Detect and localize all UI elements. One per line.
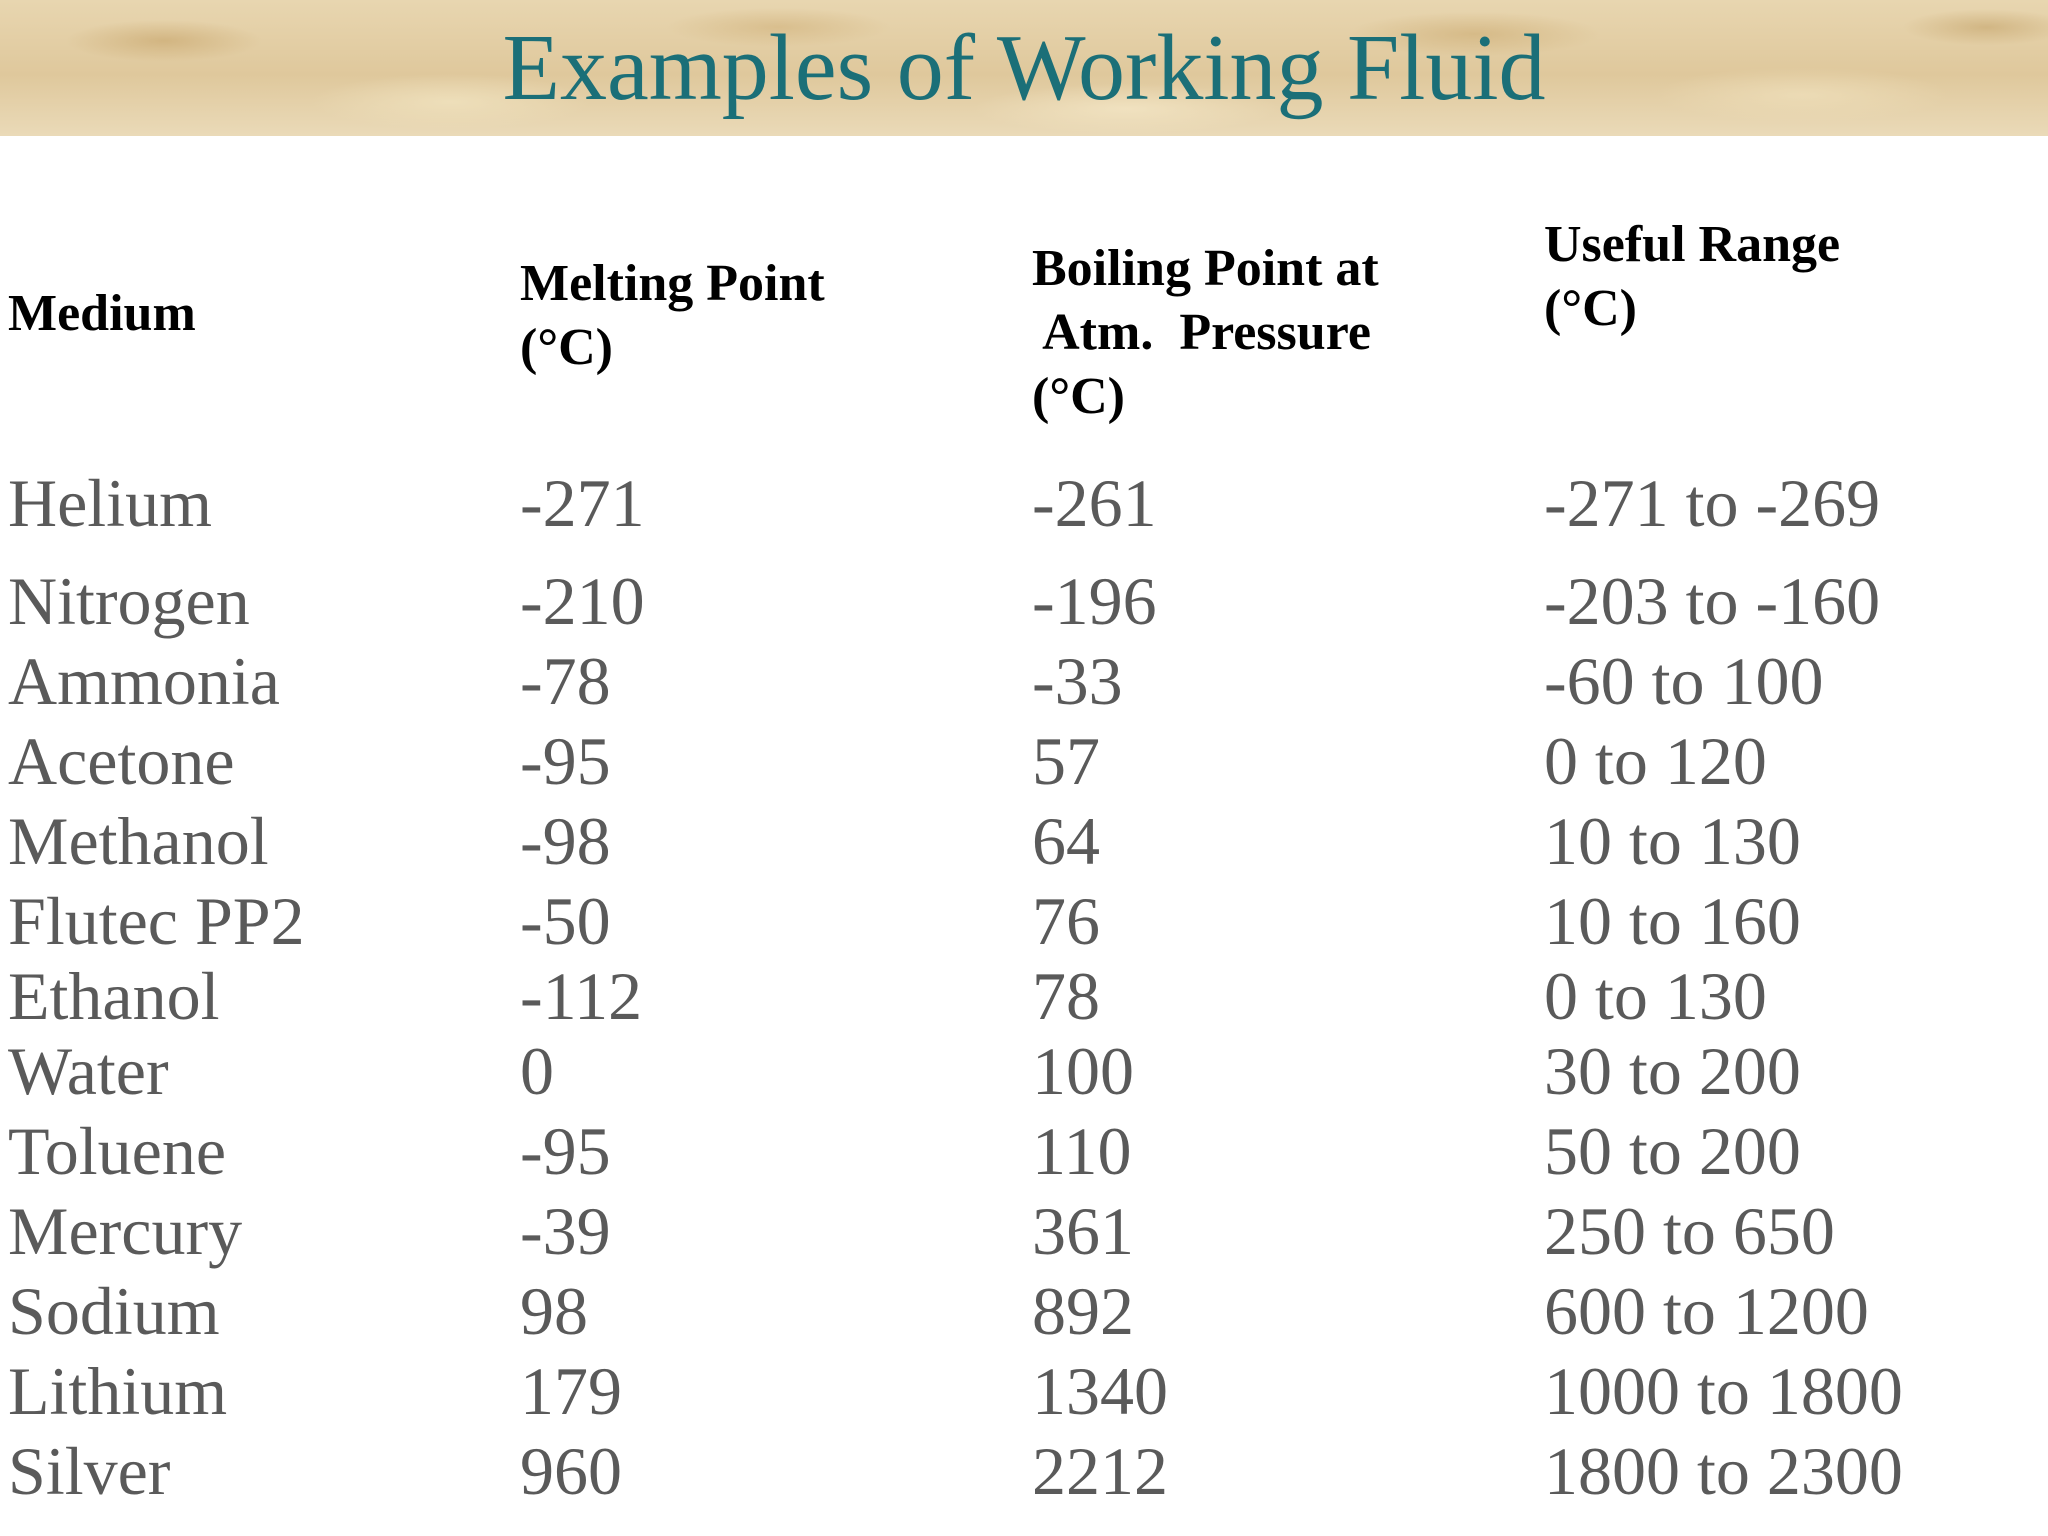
cell-useful-range: 600 to 1200 [1544, 1273, 1869, 1349]
cell-boiling-point: 100 [1032, 1033, 1134, 1109]
cell-boiling-point: 78 [1032, 958, 1100, 1034]
cell-melting-point: -39 [520, 1193, 611, 1269]
cell-boiling-point: -196 [1032, 563, 1157, 639]
cell-useful-range: -203 to -160 [1544, 563, 1881, 639]
cell-melting-point: 179 [520, 1353, 622, 1429]
cell-useful-range: -271 to -269 [1544, 465, 1881, 541]
cell-boiling-point: 57 [1032, 723, 1100, 799]
header-line: Melting Point [520, 255, 825, 312]
cell-melting-point: -98 [520, 803, 611, 879]
header-boiling-point [1032, 237, 1379, 429]
cell-melting-point: -95 [520, 723, 611, 799]
cell-useful-range: 1000 to 1800 [1544, 1353, 1903, 1429]
cell-useful-range: -60 to 100 [1544, 643, 1824, 719]
cell-boiling-point: 64 [1032, 803, 1100, 879]
cell-medium: Flutec PP2 [8, 883, 305, 959]
cell-boiling-point: 110 [1032, 1113, 1132, 1189]
cell-melting-point: 0 [520, 1033, 554, 1109]
cell-melting-point: -210 [520, 563, 645, 639]
cell-medium: Sodium [8, 1273, 220, 1349]
cell-useful-range: 10 to 160 [1544, 883, 1801, 959]
cell-useful-range: 1800 to 2300 [1544, 1433, 1903, 1509]
cell-useful-range: 0 to 130 [1544, 958, 1767, 1034]
cell-boiling-point: 1340 [1032, 1353, 1168, 1429]
cell-useful-range: 10 to 130 [1544, 803, 1801, 879]
slide-title: Examples of Working Fluid [502, 16, 1546, 120]
cell-medium: Helium [8, 465, 212, 541]
header-medium [8, 282, 196, 346]
cell-medium: Acetone [8, 723, 235, 799]
cell-melting-point: -78 [520, 643, 611, 719]
header-melting-point [520, 252, 825, 380]
cell-useful-range: 0 to 120 [1544, 723, 1767, 799]
cell-medium: Nitrogen [8, 563, 250, 639]
header-line: Boiling Point at [1032, 240, 1379, 297]
header-line: (°C) [520, 319, 613, 376]
cell-boiling-point: 361 [1032, 1193, 1134, 1269]
header-line: (°C) [1544, 280, 1637, 337]
header-line: Useful Range [1544, 216, 1841, 273]
header-line: Atm. Pressure [1032, 304, 1371, 361]
cell-useful-range: 50 to 200 [1544, 1113, 1801, 1189]
title-banner [0, 0, 2048, 136]
cell-melting-point: -50 [520, 883, 611, 959]
cell-useful-range: 30 to 200 [1544, 1033, 1801, 1109]
cell-medium: Ammonia [8, 643, 280, 719]
cell-melting-point: -95 [520, 1113, 611, 1189]
cell-medium: Toluene [8, 1113, 227, 1189]
cell-boiling-point: 76 [1032, 883, 1100, 959]
cell-medium: Mercury [8, 1193, 243, 1269]
header-line: Medium [8, 285, 196, 342]
header-useful-range [1544, 213, 1840, 341]
cell-medium: Methanol [8, 803, 269, 879]
cell-boiling-point: -33 [1032, 643, 1123, 719]
cell-melting-point: 98 [520, 1273, 588, 1349]
cell-useful-range: 250 to 650 [1544, 1193, 1835, 1269]
cell-medium: Ethanol [8, 958, 220, 1034]
cell-melting-point: 960 [520, 1433, 622, 1509]
header-line: (°C) [1032, 368, 1125, 425]
cell-melting-point: -271 [520, 465, 645, 541]
cell-medium: Water [8, 1033, 169, 1109]
cell-medium: Silver [8, 1433, 171, 1509]
cell-melting-point: -112 [520, 958, 643, 1034]
cell-medium: Lithium [8, 1353, 228, 1429]
cell-boiling-point: 2212 [1032, 1433, 1168, 1509]
cell-boiling-point: 892 [1032, 1273, 1134, 1349]
cell-boiling-point: -261 [1032, 465, 1157, 541]
